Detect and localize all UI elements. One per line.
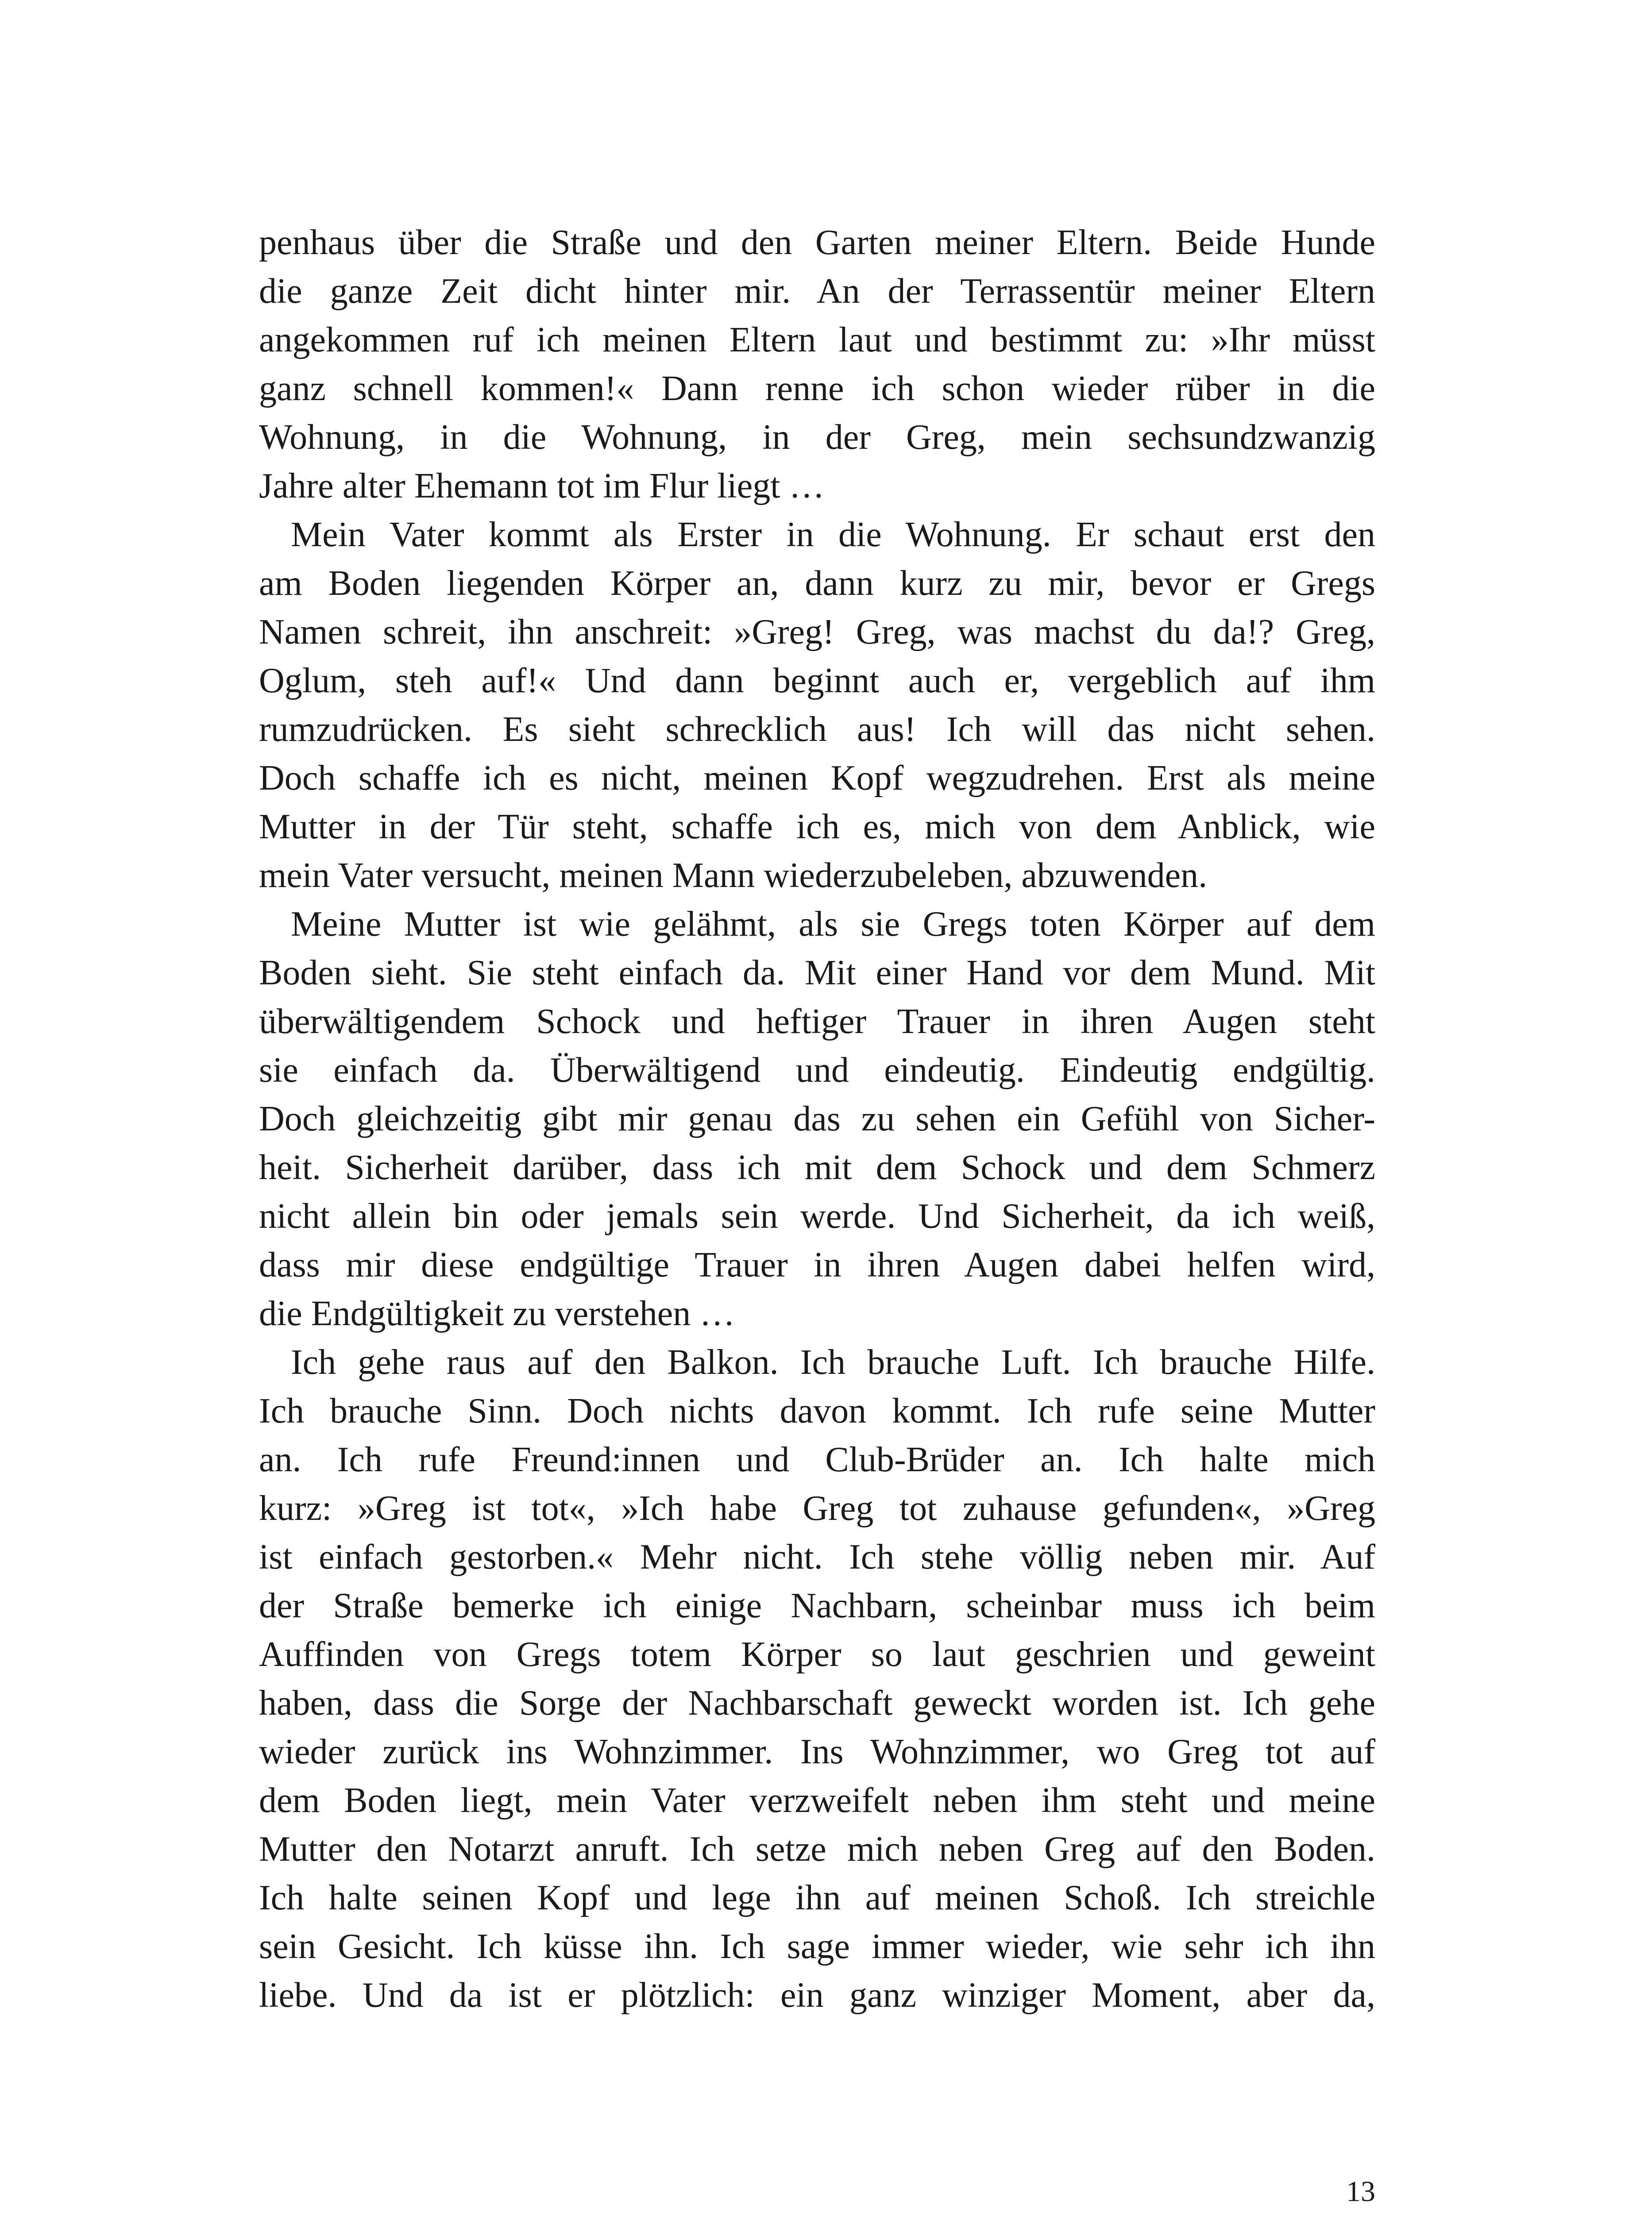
text-line: angekommen ruf ich meinen Eltern laut und bestimmt zu: »Ihr müsst [259,320,1375,359]
text-line: Jahre alter Ehemann tot im Flur liegt … [259,467,825,505]
text-line: wieder zurück ins Wohnzimmer. Ins Wohnzimmer, wo Greg tot auf [259,1732,1375,1771]
text-line: Ich halte seinen Kopf und lege ihn auf meinen Schoß. Ich streichle [259,1878,1375,1917]
page-number: 13 [1346,2175,1375,2208]
text-line: die Endgültigkeit zu verstehen … [259,1294,735,1333]
text-line: Mutter in der Tür steht, schaffe ich es, mich von dem Anblick, wie [259,807,1375,846]
paragraph [259,510,1375,900]
text-line: penhaus über die Straße und den Garten meiner Eltern. Beide Hunde [259,223,1375,262]
text-line: Wohnung, in die Wohnung, in der Greg, mein sechsundzwanzig [259,418,1375,457]
text-line: an. Ich rufe Freund:innen und Club-Brüder an. Ich halte mich [259,1440,1375,1479]
text-line: ist einfach gestorben.« Mehr nicht. Ich stehe völlig neben mir. Auf [259,1538,1375,1577]
text-line: überwältigendem Schock und heftiger Trauer in ihren Augen steht [259,1002,1375,1041]
body-text [259,218,1375,2020]
text-line: der Straße bemerke ich einige Nachbarn, scheinbar muss ich beim [259,1586,1375,1625]
text-line: sie einfach da. Überwältigend und eindeutig. Eindeutig endgültig. [259,1051,1375,1090]
text-line: am Boden liegenden Körper an, dann kurz zu mir, bevor er Gregs [259,564,1375,603]
text-line: Doch gleichzeitig gibt mir genau das zu sehen ein Gefühl von Sicher- [259,1099,1375,1138]
text-line: Namen schreit, ihn anschreit: »Greg! Greg, was machst du da!? Greg, [259,613,1375,652]
paragraph [259,900,1375,1338]
text-line: Oglum, steh auf!« Und dann beginnt auch er, vergeblich auf ihm [259,661,1375,700]
text-line: haben, dass die Sorge der Nachbarschaft geweckt worden ist. Ich gehe [259,1684,1375,1723]
text-line: dass mir diese endgültige Trauer in ihren Augen dabei helfen wird, [259,1245,1375,1284]
text-line: sein Gesicht. Ich küsse ihn. Ich sage immer wieder, wie sehr ich ihn [259,1927,1375,1966]
text-line: Meine Mutter ist wie gelähmt, als sie Gregs toten Körper auf dem [291,905,1375,944]
text-line: mein Vater versucht, meinen Mann wiederzubeleben, abzuwenden. [259,856,1208,895]
text-line: dem Boden liegt, mein Vater verzweifelt neben ihm steht und meine [259,1781,1375,1820]
text-line: nicht allein bin oder jemals sein werde. Und Sicherheit, da ich weiß, [259,1197,1375,1236]
text-line: Boden sieht. Sie steht einfach da. Mit einer Hand vor dem Mund. Mit [259,953,1375,992]
text-line: Mein Vater kommt als Erster in die Wohnung. Er schaut erst den [291,515,1375,554]
text-line: Ich brauche Sinn. Doch nichts davon kommt. Ich rufe seine Mutter [259,1392,1375,1430]
text-line: Doch schaffe ich es nicht, meinen Kopf wegzudrehen. Erst als meine [259,759,1375,798]
text-line: die ganze Zeit dicht hinter mir. An der Terrassentür meiner Eltern [259,272,1375,311]
text-line: kurz: »Greg ist tot«, »Ich habe Greg tot zuhause gefunden«, »Greg [259,1489,1375,1528]
text-line: Mutter den Notarzt anruft. Ich setze mich neben Greg auf den Boden. [259,1830,1375,1869]
text-line: liebe. Und da ist er plötzlich: ein ganz winziger Moment, aber da, [259,1976,1375,2015]
text-line: Ich gehe raus auf den Balkon. Ich brauche Luft. Ich brauche Hilfe. [291,1343,1375,1382]
paragraph [259,218,1375,510]
text-line: ganz schnell kommen!« Dann renne ich schon wieder rüber in die [259,369,1375,408]
paragraph [259,1338,1375,2020]
text-line: Auffinden von Gregs totem Körper so laut geschrien und geweint [259,1635,1375,1674]
text-line: heit. Sicherheit darüber, dass ich mit dem Schock und dem Schmerz [259,1148,1375,1187]
text-line: rumzudrücken. Es sieht schrecklich aus! Ich will das nicht sehen. [259,710,1375,749]
